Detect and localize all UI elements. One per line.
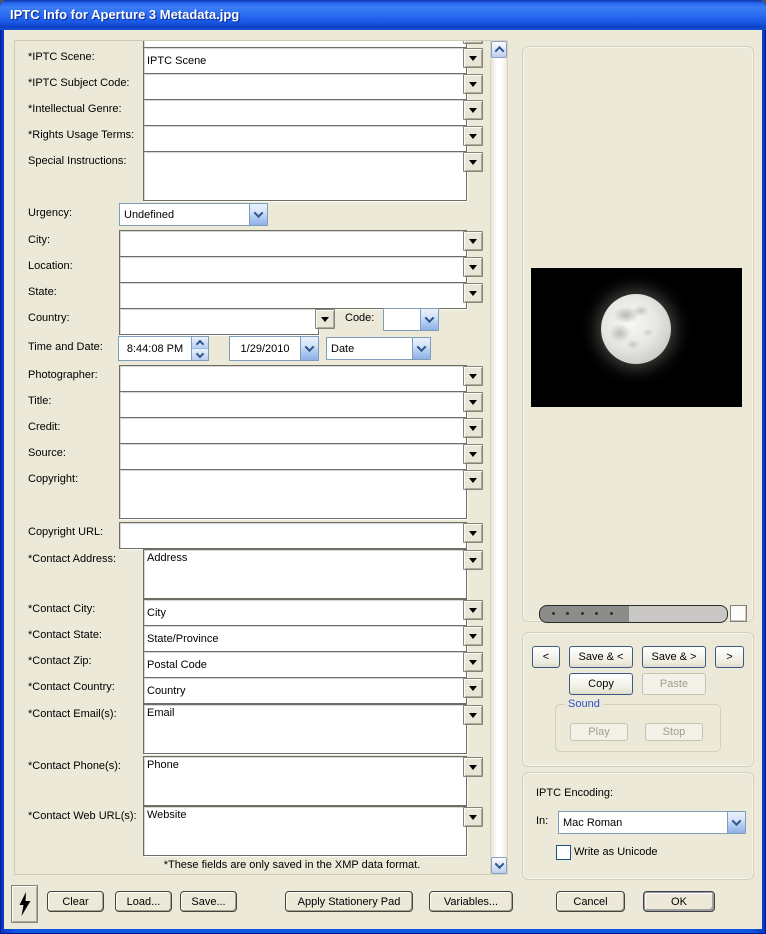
save-and-next-button[interactable]: Save & > [642,646,706,668]
dropdown-arrow-icon [469,134,477,139]
variables-button[interactable]: Variables... [429,891,513,912]
dropdown-arrow-icon [469,608,477,613]
next-button[interactable]: > [715,646,744,668]
image-preview [531,268,742,407]
apply-stationery-pad-button[interactable]: Apply Stationery Pad [285,891,413,912]
contact-country-dropdown-button[interactable] [463,678,483,698]
xmp-footnote: *These fields are only saved in the XMP data format. [163,859,421,871]
state-dropdown-button[interactable] [463,283,483,303]
iptc-subject-code-input[interactable] [143,73,467,100]
contact-city-dropdown-button[interactable] [463,600,483,620]
title-label: Title: [28,395,52,407]
urgency-combobox[interactable] [119,203,268,226]
contact-zip-input[interactable] [143,651,467,678]
copyright-url-input[interactable] [119,522,467,549]
special-instructions-dropdown-button[interactable] [463,152,483,172]
combo-arrow-icon [300,337,318,360]
contact-address-label: *Contact Address: [28,553,117,565]
dropdown-arrow-icon [469,56,477,61]
dropdown-arrow-icon [469,765,477,770]
slider-tick [595,612,598,615]
slider-tick [581,612,584,615]
country-dropdown-button[interactable] [315,309,335,329]
contact-web-url-dropdown-button[interactable] [463,807,483,827]
spinner-buttons[interactable] [191,337,208,360]
dropdown-arrow-icon [469,291,477,296]
load-button[interactable]: Load... [115,891,172,912]
location-input[interactable] [119,256,467,283]
time-value: 8:44:08 PM [126,342,184,355]
intellectual-genre-label: *Intellectual Genre: [28,103,122,115]
rights-usage-terms-label: *Rights Usage Terms: [28,129,135,141]
combo-arrow-icon [420,309,438,330]
photographer-input[interactable] [119,365,467,392]
iptc-scene-label: *IPTC Scene: [28,51,95,63]
title-input[interactable] [119,391,467,418]
contact-state-input[interactable] [143,625,467,652]
urgency-value: Undefined [124,208,175,221]
contact-state-dropdown-button[interactable] [463,626,483,646]
credit-label: Credit: [28,421,61,433]
sound-caption: Sound [565,698,603,710]
contact-country-input[interactable] [143,677,467,704]
lightning-icon [18,892,32,916]
title-bar[interactable] [0,0,766,30]
combo-arrow-icon [727,812,745,833]
rights-usage-terms-input[interactable] [143,125,467,152]
encoding-in-label: In: [536,815,549,827]
time-spinner[interactable] [118,336,209,361]
country-input[interactable] [119,308,319,335]
scroll-up-icon [494,46,504,56]
dropdown-arrow-icon [469,160,477,165]
dropdown-arrow-icon [469,558,477,563]
combo-arrow-icon [249,204,267,225]
cancel-button[interactable]: Cancel [556,891,625,912]
dropdown-arrow-icon [469,478,477,483]
photographer-dropdown-button[interactable] [463,366,483,386]
dialog-client-area [4,30,762,929]
save-button[interactable]: Save... [180,891,237,912]
dropdown-arrow-icon [469,239,477,244]
preview-slider[interactable] [539,605,728,623]
paste-button[interactable]: Paste [642,673,706,695]
contact-zip-dropdown-button[interactable] [463,652,483,672]
encoding-value: Mac Roman [563,816,623,829]
location-dropdown-button[interactable] [463,257,483,277]
slider-toggle-button[interactable] [730,605,747,622]
scroll-down-icon [494,859,504,869]
dropdown-arrow-icon [321,317,329,322]
contact-zip-label: *Contact Zip: [28,655,92,667]
source-label: Source: [28,447,66,459]
time-and-date-label: Time and Date: [28,341,103,353]
scroll-down-button[interactable] [491,857,507,874]
city-label: City: [28,234,50,246]
dropdown-arrow-icon [469,265,477,270]
special-instructions-textarea[interactable] [143,151,467,201]
quick-apply-button[interactable] [11,885,38,923]
write-as-unicode-label: Write as Unicode [574,846,658,858]
date-mode-value: Date [331,342,355,355]
copyright-textarea[interactable] [119,469,467,519]
dropdown-arrow-icon [469,82,477,87]
dropdown-arrow-icon [469,452,477,457]
contact-city-label: *Contact City: [28,603,96,615]
scroll-up-button[interactable] [491,41,507,58]
state-input[interactable] [119,282,467,309]
contact-address-dropdown-button[interactable] [463,550,483,570]
preview-groupbox [522,46,754,622]
dropdown-arrow-icon [469,374,477,379]
contact-state-label: *Contact State: [28,629,102,641]
copyright-url-label: Copyright URL: [28,526,104,538]
contact-web-url-textarea[interactable] [143,806,467,856]
city-dropdown-button[interactable] [463,231,483,251]
contact-email-textarea[interactable] [143,704,467,754]
iptc-subject-code-dropdown-button[interactable] [463,74,483,94]
dropdown-arrow-icon [469,815,477,820]
date-mode-combobox[interactable] [326,337,431,360]
copyright-dropdown-button[interactable] [463,470,483,490]
contact-address-textarea[interactable] [143,549,467,599]
slider-tick [552,612,555,615]
dropdown-arrow-icon [469,108,477,113]
contact-phone-dropdown-button[interactable] [463,757,483,777]
contact-web-url-label: *Contact Web URL(s): [28,810,137,822]
encoding-combobox[interactable] [558,811,746,834]
metadata-form-panel [14,40,492,875]
credit-input[interactable] [119,417,467,444]
contact-phone-label: *Contact Phone(s): [28,760,121,772]
form-scrollbar[interactable] [490,40,508,875]
iptc-scene-input[interactable] [143,47,467,74]
title-dropdown-button[interactable] [463,392,483,412]
write-as-unicode-checkbox[interactable] [556,845,571,860]
country-code-label: Code: [345,312,375,324]
location-label: Location: [28,260,73,272]
save-and-prev-button[interactable]: Save & < [569,646,633,668]
special-instructions-label: Special Instructions: [28,155,127,167]
play-button[interactable]: Play [570,723,628,741]
clear-button[interactable]: Clear [47,891,104,912]
iptc-subject-code-label: *IPTC Subject Code: [28,77,130,89]
dropdown-arrow-icon [469,660,477,665]
intellectual-genre-input[interactable] [143,99,467,126]
dropdown-arrow-icon [469,686,477,691]
stop-button[interactable]: Stop [645,723,703,741]
contact-email-label: *Contact Email(s): [28,708,117,720]
encoding-groupbox [522,772,754,880]
dropdown-arrow-icon [469,634,477,639]
source-input[interactable] [119,443,467,470]
iptc-scene-dropdown-button[interactable] [463,48,483,68]
photographer-label: Photographer: [28,369,98,381]
moon-photo [601,294,671,364]
sound-groupbox [555,698,721,752]
spinner-down-icon[interactable] [192,348,208,360]
navigation-groupbox [522,632,754,767]
iptc-encoding-label: IPTC Encoding: [536,787,614,799]
window-title: IPTC Info for Aperture 3 Metadata.jpg [10,7,240,22]
contact-email-dropdown-button[interactable] [463,705,483,725]
intellectual-genre-dropdown-button[interactable] [463,100,483,120]
date-value: 1/29/2010 [240,342,290,355]
contact-city-input[interactable] [143,599,467,626]
rights-usage-terms-dropdown-button[interactable] [463,126,483,146]
combo-arrow-icon [412,338,430,359]
clipped-dropdown-button[interactable] [463,40,483,44]
credit-dropdown-button[interactable] [463,418,483,438]
source-dropdown-button[interactable] [463,444,483,464]
slider-tick [566,612,569,615]
date-picker[interactable] [229,336,319,361]
copyright-label: Copyright: [28,473,79,485]
spinner-up-icon[interactable] [192,337,208,348]
state-label: State: [28,286,57,298]
dropdown-arrow-icon [469,426,477,431]
slider-tick [610,612,613,615]
contact-phone-textarea[interactable] [143,756,467,806]
country-code-combobox[interactable] [383,308,439,331]
country-label: Country: [28,312,70,324]
contact-country-label: *Contact Country: [28,681,115,693]
city-input[interactable] [119,230,467,257]
urgency-label: Urgency: [28,207,73,219]
ok-button[interactable]: OK [643,891,715,912]
prev-button[interactable]: < [532,646,560,668]
copyright-url-dropdown-button[interactable] [463,523,483,543]
dropdown-arrow-icon [469,400,477,405]
dropdown-arrow-icon [469,531,477,536]
dropdown-arrow-icon [469,713,477,718]
copy-button[interactable]: Copy [569,673,633,695]
